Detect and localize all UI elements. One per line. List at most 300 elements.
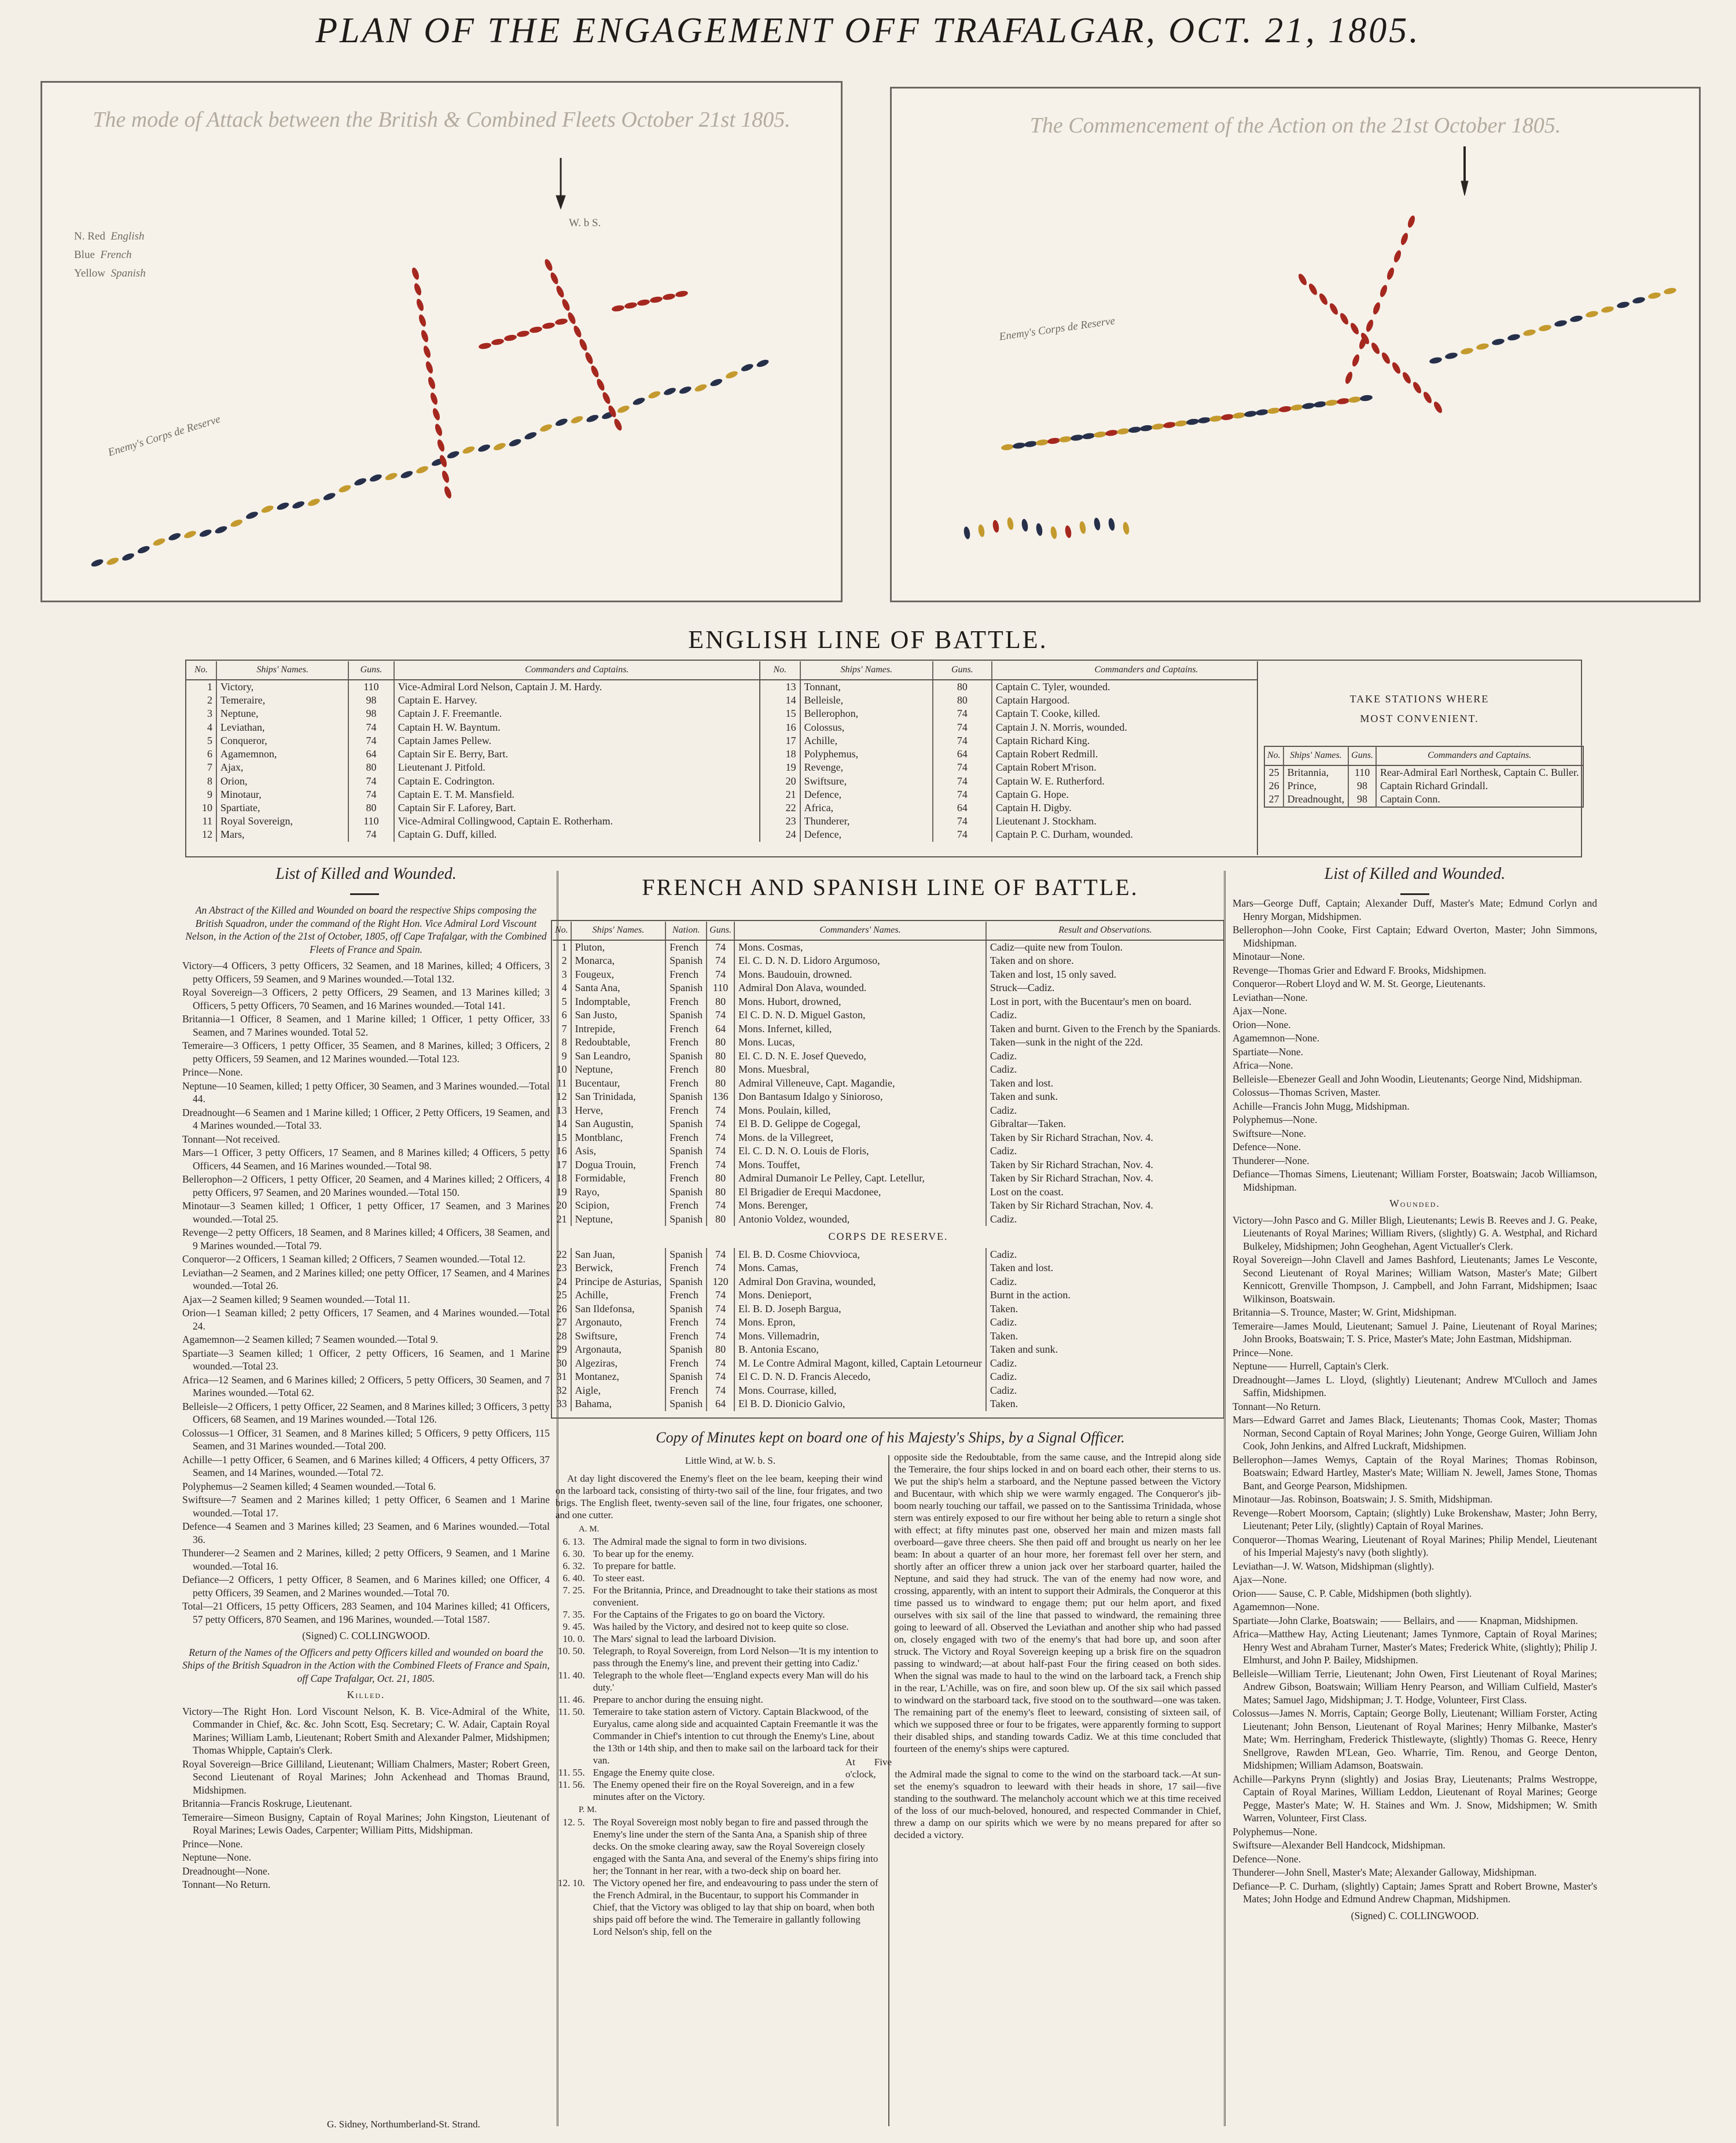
table-cell: Captain Sir F. Laforey, Bart.: [394, 801, 759, 815]
table-cell: Swiftsure,: [800, 775, 933, 788]
ship-marker: [1035, 439, 1049, 446]
table-cell: Defence,: [800, 788, 933, 801]
table-cell: Dreadnought,: [1283, 793, 1348, 807]
table-cell: 98: [348, 694, 393, 707]
table-cell: 4: [207, 721, 213, 733]
ship-marker: [756, 358, 770, 369]
table-cell: 80: [707, 1036, 734, 1050]
table-cell: French: [665, 1036, 707, 1050]
take-stations-heading: TAKE STATIONS WHERE MOST CONVENIENT.: [1349, 693, 1489, 724]
table-row: [760, 734, 1300, 748]
table-cell: Lost in port, with the Bucentaur's men on board.: [986, 995, 1224, 1009]
ship-marker: [1174, 419, 1187, 427]
ship-marker: [663, 386, 676, 397]
legend-row: Yellow Spanish: [74, 267, 146, 279]
ship-marker: [415, 465, 429, 475]
minute-text: Telegraph to the whole fleet—'England expects every Man will do his duty.': [593, 1670, 869, 1693]
table-cell: Minotaur,: [216, 788, 348, 801]
table-cell: Belleisle,: [800, 694, 933, 707]
table-cell: 2: [207, 694, 213, 706]
ship-marker: [90, 558, 104, 568]
ship-marker: [418, 314, 428, 327]
killed-entry: Temeraire—Simeon Busigny, Captain of Royal Marines; John Kingston, Lieutenant of Royal Marines; Lewis Oades, Carpenter; William Pitts, Midshipman.: [182, 1811, 550, 1836]
table-row: [760, 707, 1300, 720]
table-cell: Burnt in the action.: [986, 1288, 1224, 1302]
table-cell: Admiral Villeneuve, Capt. Magandie,: [734, 1077, 986, 1091]
minute-time: 12. 10.: [558, 1877, 585, 1888]
table-cell: Victory,: [216, 680, 348, 694]
table-cell: 4: [561, 982, 567, 994]
table-row: [760, 815, 1300, 828]
table-row: [186, 815, 759, 828]
table-cell: San Juan,: [571, 1248, 665, 1262]
table-row: [553, 1384, 1224, 1398]
ship-marker: [1050, 526, 1058, 539]
table-cell: 10: [556, 1063, 567, 1076]
table-cell: Mons. Cosmas,: [734, 940, 986, 955]
killed-entry: Africa—None.: [1233, 1059, 1293, 1071]
ship-marker: [1391, 361, 1402, 375]
ship-marker: [1460, 347, 1474, 355]
wounded-entry: Bellerophon—James Wemys, Captain of the Royal Marines; Thomas Robinson, Boatswain; Edward Hartley, Master's Mate; William N. Jewell, James Stone, Thomas Bant, and George Pearson, Midshipmen.: [1233, 1453, 1597, 1492]
ship-marker: [1663, 287, 1677, 295]
col-header: Ships' Names.: [800, 661, 933, 680]
table-cell: Spanish: [665, 1144, 707, 1158]
table-cell: Herve,: [571, 1104, 665, 1118]
table-cell: Captain E. T. M. Mansfield.: [394, 788, 759, 801]
col-header: Commanders' Names.: [734, 922, 986, 940]
table-cell: 7: [207, 761, 213, 774]
commencement-plan-caption: The Commencement of the Action on the 21st October 1805.: [1029, 113, 1561, 138]
table-cell: 74: [707, 1008, 734, 1022]
table-cell: 74: [707, 1357, 734, 1371]
ship-marker: [152, 537, 166, 547]
minute-text: The Royal Sovereign most nobly began to fire and passed through the Enemy's line under the stern of the Santa Ana, a Spanish ship of three decks. On the smoke clearing away, saw the Royal Sovereign closely engaged with the Santa Ana, and several of the Enemy's ships firing into her; the Tonnant in her rear, with a two-deck ship on board her.: [593, 1817, 878, 1876]
table-cell: Cadiz.: [986, 1144, 1224, 1158]
table-cell: Mons. Touffet,: [734, 1158, 986, 1172]
table-row: [760, 694, 1300, 707]
table-cell: Cadiz.: [986, 1357, 1224, 1371]
minute-row: [556, 1645, 882, 1669]
ship-marker: [1105, 429, 1118, 437]
table-cell: 32: [556, 1384, 567, 1396]
table-cell: 74: [933, 815, 992, 828]
killed-entry: Orion—None.: [1233, 1018, 1291, 1030]
ship-marker: [542, 322, 555, 330]
table-cell: 26: [556, 1302, 567, 1314]
ship-marker: [230, 518, 244, 529]
ship-marker: [1163, 421, 1176, 429]
table-cell: 31: [556, 1371, 567, 1383]
minute-row: [556, 1693, 882, 1706]
ship-marker: [549, 271, 560, 285]
table-cell: 74: [707, 1261, 734, 1275]
wounded-entry: Defiance—P. C. Durham, (slightly) Captain; James Spratt and Robert Browne, Master's Mates; John Hodge and Edmund Andrew Chapman, Midshipmen.: [1233, 1880, 1597, 1905]
ship-marker: [554, 318, 568, 326]
table-cell: Captain T. Cooke, killed.: [992, 707, 1300, 720]
table-cell: El. B. D. Cosme Chiovvioca,: [734, 1248, 986, 1262]
table-cell: Vice-Admiral Collingwood, Captain E. Rotherham.: [394, 815, 759, 828]
table-cell: 6: [561, 1009, 567, 1021]
table-cell: 9: [561, 1050, 567, 1062]
killed-subheading: Killed.: [347, 1689, 385, 1700]
ship-marker: [276, 501, 290, 511]
killed-entry: Polyphemus—None.: [1233, 1114, 1318, 1125]
ship-marker: [1411, 381, 1423, 395]
table-cell: 23: [785, 815, 796, 827]
table-cell: 74: [348, 775, 393, 788]
wounded-entry: Defence—None.: [1233, 1853, 1301, 1865]
table-cell: 74: [707, 940, 734, 955]
ship-marker: [121, 552, 135, 562]
table-row: [553, 1302, 1224, 1316]
table-row: [553, 1090, 1224, 1104]
ship-marker: [354, 477, 367, 487]
english-line-table-right: [759, 661, 1300, 842]
table-cell: Lieutenant J. Pitfold.: [394, 761, 759, 774]
table-cell: 17: [785, 734, 796, 746]
table-cell: Taken—sunk in the night of the 22d.: [986, 1036, 1224, 1050]
col-header: No.: [1264, 746, 1283, 765]
minute-row: [556, 1877, 882, 1938]
ship-marker: [675, 290, 688, 298]
casualty-entry: Royal Sovereign—3 Officers, 2 petty Officers, 29 Seamen, and 13 Marines killed; 3 Officers, 5 petty Officers, 70 Seamen, and 16 Marines wounded.—Total 141.: [182, 986, 550, 1011]
ship-marker: [1001, 444, 1014, 451]
table-cell: Captain W. E. Rutherford.: [992, 775, 1300, 788]
killed-entry: Colossus—Thomas Scriven, Master.: [1233, 1087, 1381, 1098]
table-cell: 80: [707, 1185, 734, 1199]
heading-rule: [350, 893, 379, 895]
ship-marker: [400, 470, 414, 480]
table-cell: 74: [348, 734, 393, 748]
wounded-entry: Swiftsure—Alexander Bell Handcock, Midshipman.: [1233, 1839, 1446, 1851]
table-row: [553, 1213, 1224, 1227]
table-cell: Bucentaur,: [571, 1077, 665, 1091]
ship-marker: [1338, 312, 1350, 326]
killed-wounded-column-left: [182, 904, 550, 1892]
table-cell: 33: [556, 1398, 567, 1410]
table-row: [553, 1104, 1224, 1118]
ship-marker: [1359, 395, 1373, 402]
abstract-intro: An Abstract of the Killed and Wounded on board the respective Ships composing the British Squadron, under the command of the Right Hon. Vice Admiral Lord Viscount Nelson, in the Action of the 21st of October, 1805, off Cape Trafalgar, with the Combined Fleets of France and Spain.: [185, 904, 547, 955]
table-cell: Spanish: [665, 1370, 707, 1384]
table-cell: Mars,: [216, 828, 348, 841]
table-cell: 74: [933, 788, 992, 801]
ship-marker: [245, 510, 259, 521]
table-cell: Monarca,: [571, 954, 665, 968]
minute-row: [556, 1548, 882, 1560]
killed-entry: Spartiate—None.: [1233, 1045, 1303, 1058]
table-cell: French: [665, 1261, 707, 1275]
table-cell: French: [665, 1384, 707, 1398]
ship-marker: [992, 520, 1000, 533]
table-row: [760, 788, 1300, 801]
table-cell: Achille,: [800, 734, 933, 748]
table-cell: 74: [348, 721, 393, 734]
table-cell: 3: [207, 708, 213, 720]
table-cell: El B. D. Gelippe de Cogegal,: [734, 1117, 986, 1131]
col-header: Guns.: [348, 661, 393, 680]
wounded-entry: Royal Sovereign—John Clavell and James Bashford, Lieutenants; James Le Vesconte, Second Lieutenant of Royal Marines; William Watson, Master's Mate; Gilbert Kennicott, Grenville Thompson, J. Campbell, and John Farrant, Midshipmen; Isaac Wilkinson, Boatswain.: [1233, 1254, 1597, 1305]
ship-marker: [1232, 412, 1245, 419]
table-cell: Spanish: [665, 981, 707, 995]
commencement-plan-panel: [890, 87, 1701, 602]
casualty-entry: Defence—4 Seamen and 3 Marines killed; 23 Seamen, and 6 Marines wounded.—Total 36.: [182, 1520, 550, 1545]
ship-marker: [292, 500, 306, 510]
table-cell: 16: [785, 721, 796, 733]
table-row: [553, 1199, 1224, 1213]
casualty-entry: Belleisle—2 Officers, 1 petty Officer, 22 Seamen, and 8 Marines killed; 3 Officers, 3 petty Officers, 68 Seamen, and 19 Marines wounded.—Total 126.: [182, 1400, 550, 1425]
table-cell: French: [665, 1063, 707, 1077]
table-cell: Cadiz.: [986, 1384, 1224, 1398]
ship-marker: [1325, 399, 1338, 407]
casualty-entry: Agamemnon—2 Seamen killed; 7 Seamen wounded.—Total 9.: [182, 1334, 439, 1345]
table-row: [186, 694, 759, 707]
ship-marker: [477, 443, 491, 454]
table-cell: Cadiz.: [986, 1063, 1224, 1077]
signature: (Signed) C. COLLINGWOOD.: [302, 1630, 430, 1641]
table-cell: Mons. Berenger,: [734, 1199, 986, 1213]
table-cell: Captain Robert Redmill.: [992, 748, 1300, 761]
ship-marker: [1116, 428, 1130, 435]
table-cell: 17: [556, 1158, 567, 1170]
ship-marker: [183, 529, 197, 540]
ship-marker: [503, 334, 517, 342]
table-cell: Taken and lost, 15 only saved.: [986, 968, 1224, 982]
ship-marker: [1585, 310, 1599, 318]
table-cell: 110: [348, 680, 393, 694]
legend-row: Blue French: [74, 249, 132, 261]
table-cell: French: [665, 1288, 707, 1302]
table-cell: Colossus,: [800, 721, 933, 734]
killed-entry: Swiftsure—None.: [1233, 1127, 1306, 1139]
ship-marker: [1401, 371, 1413, 385]
minute-text: The Mars' signal to lead the larboard Division.: [593, 1633, 777, 1644]
table-cell: 5: [207, 734, 213, 746]
table-cell: French: [665, 1104, 707, 1118]
ship-marker: [1122, 521, 1130, 535]
table-cell: 22: [785, 801, 796, 813]
casualty-entry: Colossus—1 Officer, 31 Seamen, and 8 Marines killed; 5 Officers, 9 petty Officers, 115 Seamen, and 31 Marines wounded.—Total 200.: [182, 1427, 550, 1452]
table-row: [553, 1158, 1224, 1172]
table-cell: 74: [933, 761, 992, 774]
ship-marker: [1313, 400, 1326, 408]
wounded-entry: Africa—Matthew Hay, Acting Lieutenant; James Tynmore, Captain of Royal Marines; Henry West and Abraham Turner, Master's Mates; Frederick White, (slightly); Philip J. Elmhurst, and John P. Bailey, Midshipmen.: [1233, 1628, 1597, 1666]
table-cell: Bahama,: [571, 1397, 665, 1411]
ship-marker: [611, 304, 624, 312]
table-cell: Mons. Lucas,: [734, 1036, 986, 1050]
table-cell: French: [665, 1357, 707, 1371]
ship-marker: [1379, 284, 1389, 298]
table-cell: Mons. Camas,: [734, 1261, 986, 1275]
table-cell: 98: [1348, 779, 1376, 793]
table-cell: French: [665, 940, 707, 955]
ship-marker: [1290, 404, 1303, 411]
ship-marker: [1267, 407, 1280, 414]
ship-marker: [572, 325, 583, 338]
table-cell: Spartiate,: [216, 801, 348, 815]
table-cell: Spanish: [665, 1090, 707, 1104]
table-cell: Taken and on shore.: [986, 954, 1224, 968]
table-cell: Indomptable,: [571, 995, 665, 1009]
ship-marker: [322, 492, 336, 502]
table-cell: El. C. D. N. E. Josef Quevedo,: [734, 1050, 986, 1063]
table-row: [760, 721, 1300, 734]
ship-marker: [415, 298, 425, 312]
table-cell: Taken and lost.: [986, 1077, 1224, 1091]
table-row: [553, 1261, 1224, 1275]
table-cell: 74: [933, 707, 992, 720]
ship-marker: [570, 415, 584, 425]
ship-marker: [1386, 267, 1396, 281]
killed-entry: Agamemnon—None.: [1233, 1032, 1320, 1044]
ship-marker: [694, 383, 708, 393]
minutes-opening: At day light discovered the Enemy's fleet on the lee beam, keeping their wind on the larboard tack, consisting of thirty-two sail of the line, four frigates, and two brigs. The English fleet, twenty-seven sail of the line, four frigates, one schooner, and one cutter.: [556, 1473, 882, 1520]
casualty-entry: Revenge—2 petty Officers, 18 Seamen, and 8 Marines killed; 4 Officers, 38 Seamen, and 9 Marines wounded.—Total 79.: [182, 1227, 550, 1251]
table-row: [186, 801, 759, 815]
ship-marker: [441, 470, 451, 484]
reserve-label: Enemy's Corps de Reserve: [998, 315, 1116, 343]
table-cell: 80: [348, 761, 393, 774]
minute-row: [556, 1706, 882, 1766]
wounded-entry: Belleisle—William Terrie, Lieutenant; John Owen, First Lieutenant of Royal Marines; Andrew Gibson, Boatswain; William Henry Pearson, and William Culfield, Master's Mates; Samuel Jago, Midshipman; J. T. Hodge, Volunteer, First Class.: [1233, 1667, 1597, 1706]
minute-text: Prepare to anchor during the ensuing night.: [593, 1694, 763, 1705]
minute-text: The Victory opened her fire, and endeavouring to pass under the stern of the French Admiral, in the Bucentaur, to support his Commander in Chief, that the Victory was obliged to lay that ship on board, when both ships paid off before the wind. The Temeraire in gallantly following Lord Nelson's ship, fell on the: [593, 1877, 878, 1937]
ship-marker: [427, 376, 437, 390]
table-cell: 80: [933, 694, 992, 707]
table-cell: 21: [556, 1213, 567, 1225]
ship-marker: [420, 329, 430, 343]
ship-marker: [1393, 249, 1403, 263]
table-cell: 15: [785, 708, 796, 720]
table-row: [553, 1343, 1224, 1357]
killed-entry: Defiance—Thomas Simens, Lieutenant; William Forster, Boatswain; Jacob Williamson, Midshipman.: [1233, 1168, 1597, 1193]
killed-entry: Defence—None.: [1233, 1141, 1301, 1152]
wounded-entry: Revenge—Robert Moorsom, Captain; (slightly) Luke Brokenshaw, Master; John Berry, Lieutenant; Peter Lily, (slightly) Captain of Royal Marines.: [1233, 1507, 1597, 1531]
killed-entry: Dreadnought—None.: [182, 1865, 270, 1877]
table-cell: 98: [348, 707, 393, 720]
english-line-heading: ENGLISH LINE OF BATTLE.: [688, 625, 1048, 654]
table-cell: French: [665, 995, 707, 1009]
table-row: [1264, 765, 1583, 779]
casualty-entry: Prince—None.: [182, 1066, 243, 1078]
col-header: No.: [760, 661, 800, 680]
table-cell: 80: [707, 995, 734, 1009]
table-cell: 23: [556, 1262, 567, 1274]
minutes-heading: Copy of Minutes kept on board one of his Majesty's Ships, by a Signal Officer.: [656, 1429, 1125, 1446]
ship-marker: [1328, 302, 1340, 316]
casualty-entry: Spartiate—3 Seamen killed; 1 Officer, 2 petty Officers, 16 Seamen, and 1 Marine wounded.—Total 23.: [182, 1347, 550, 1372]
table-cell: 74: [707, 968, 734, 982]
ship-marker: [1079, 521, 1087, 534]
five-oclock-text: the Admiral made the signal to come to the wind on the starboard tack.—At sun-set the enemy's squadron to leeward with their heads in shore, 17 sail—five standing to the southward. The melancholy account which we at this time received of the loss of our much-beloved, honoured, and respected Commander in Chief, threw a damp on our spirits which we were by no means prepared for after so decided a victory.: [894, 1769, 1221, 1840]
table-cell: Captain James Pellew.: [394, 734, 759, 748]
minute-row: [556, 1560, 882, 1572]
table-cell: Polyphemus,: [800, 748, 933, 761]
table-cell: 20: [556, 1199, 567, 1212]
table-cell: 74: [707, 1199, 734, 1213]
table-row: [186, 734, 759, 748]
table-row: [553, 968, 1224, 982]
table-cell: 18: [556, 1172, 567, 1184]
table-cell: French: [665, 968, 707, 982]
ship-marker: [1491, 338, 1505, 346]
table-cell: 11: [202, 815, 213, 827]
ship-marker: [709, 377, 723, 388]
am-label: A. M.: [579, 1525, 599, 1534]
table-cell: 80: [707, 1213, 734, 1227]
table-cell: 13: [556, 1104, 567, 1116]
casualty-entry: Neptune—10 Seamen, killed; 1 petty Officer, 30 Seamen, and 3 Marines wounded.—Total 44.: [182, 1080, 550, 1104]
ship-marker: [1351, 354, 1361, 367]
table-row: [186, 828, 759, 841]
ship-marker: [567, 311, 577, 325]
table-cell: 120: [707, 1275, 734, 1289]
minute-text: The Enemy opened their fire on the Royal Sovereign, and in a few minutes after on the Victory.: [593, 1779, 855, 1802]
table-cell: Algeziras,: [571, 1357, 665, 1371]
ship-marker: [432, 407, 442, 421]
table-cell: 9: [207, 788, 213, 800]
table-cell: Admiral Don Alava, wounded.: [734, 981, 986, 995]
table-cell: 24: [556, 1275, 567, 1287]
table-cell: B. Antonia Escano,: [734, 1343, 986, 1357]
table-cell: 3: [561, 968, 567, 980]
table-row: [553, 1036, 1224, 1050]
table-cell: Redoubtable,: [571, 1036, 665, 1050]
table-cell: 74: [707, 1104, 734, 1118]
table-cell: Taken and lost.: [986, 1261, 1224, 1275]
table-cell: French: [665, 1330, 707, 1343]
ship-marker: [1348, 396, 1361, 403]
table-cell: Captain Richard King.: [992, 734, 1300, 748]
table-cell: 80: [707, 1343, 734, 1357]
col-header: Guns.: [1348, 746, 1376, 765]
table-cell: Vice-Admiral Lord Nelson, Captain J. M. Hardy.: [394, 680, 759, 694]
table-cell: Formidable,: [571, 1172, 665, 1185]
minute-time: 11. 56.: [558, 1779, 585, 1790]
killed-entry: Mars—George Duff, Captain; Alexander Duff, Master's Mate; Edmund Corlyn and Henry Morgan, Midshipmen.: [1233, 897, 1597, 922]
table-cell: San Ildefonsa,: [571, 1302, 665, 1316]
col-header: Guns.: [933, 661, 992, 680]
ship-marker: [1297, 273, 1308, 286]
minute-row: [556, 1584, 882, 1608]
table-cell: M. Le Contre Admiral Magont, killed, Captain Letourneur: [734, 1357, 986, 1371]
table-cell: 1: [561, 941, 567, 953]
table-cell: Cadiz—quite new from Toulon.: [986, 940, 1224, 955]
table-cell: 74: [707, 1302, 734, 1316]
table-cell: Taken by Sir Richard Strachan, Nov. 4.: [986, 1199, 1224, 1213]
minute-row: [556, 1779, 882, 1803]
page-title: PLAN OF THE ENGAGEMENT OFF TRAFALGAR, OCT. 21, 1805.: [315, 11, 1421, 50]
table-row: [760, 748, 1300, 761]
table-cell: Taken and burnt. Given to the French by the Spaniards.: [986, 1022, 1224, 1036]
wind-direction-label: W. b S.: [569, 217, 601, 229]
ship-marker: [662, 293, 675, 301]
casualty-entry: Achille—1 petty Officer, 6 Seamen, and 6 Marines killed; 4 Officers, 4 petty Officers, 37 Seamen, and 14 Marines, wounded.—Total 72.: [182, 1453, 550, 1478]
table-cell: San Leandro,: [571, 1050, 665, 1063]
table-cell: Lieutenant J. Stockham.: [992, 815, 1300, 828]
table-cell: Taken and sunk.: [986, 1090, 1224, 1104]
minute-text: Engage the Enemy quite close.: [593, 1767, 715, 1778]
table-cell: Captain H. Digby.: [992, 801, 1300, 815]
minute-time: 11. 50.: [558, 1706, 585, 1717]
table-row: [553, 1008, 1224, 1022]
wounded-entry: Polyphemus—None.: [1233, 1825, 1318, 1838]
table-cell: Rear-Admiral Earl Northesk, Captain C. Buller.: [1376, 765, 1583, 779]
table-cell: Taken.: [986, 1302, 1224, 1316]
table-cell: 21: [785, 788, 796, 800]
table-cell: Cadiz.: [986, 1008, 1224, 1022]
